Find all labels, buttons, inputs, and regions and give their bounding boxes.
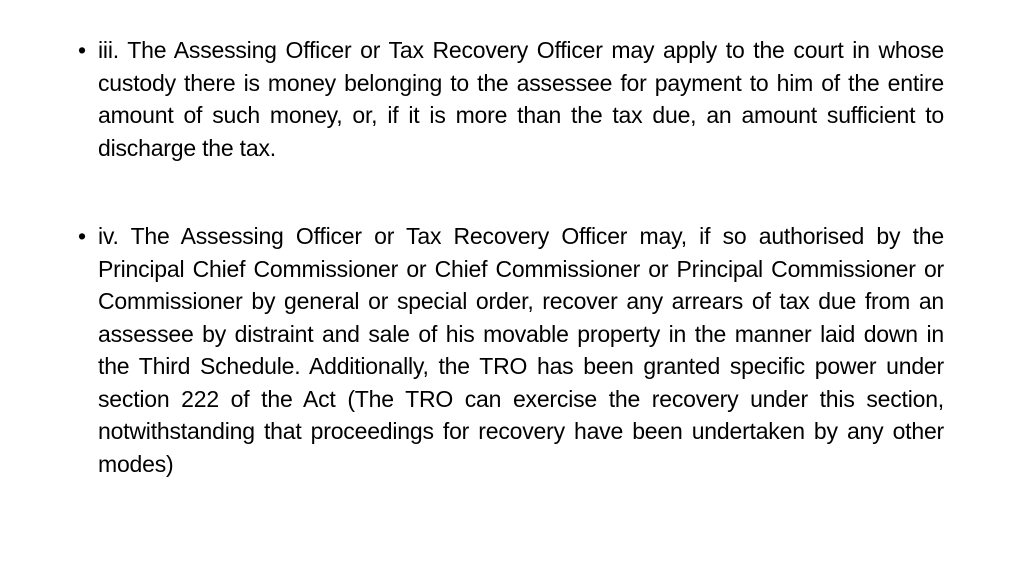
bullet-text-iv: iv. The Assessing Officer or Tax Recovery Officer may, if so authorised by the Principal Chief Commissioner or Chief Commissioner or Principal Commissioner or Commissioner by general or special order, recover any arrears of tax due from an assessee by distraint and sale of his movable property in the manner laid down in the Third Schedule. Additionally, the TRO has been granted specific power under section 222 of the Act (The TRO can exercise the recovery under this section, notwithstanding that proceedings for recovery have been undertaken by any other modes)	[98, 223, 944, 477]
bullet-item-iii	[76, 34, 944, 164]
bullet-point-icon: •	[78, 223, 87, 249]
bullet-text-iii: iii. The Assessing Officer or Tax Recovery Officer may apply to the court in whose custody there is money belonging to the assessee for payment to him of the entire amount of such money, or, if it is more than the tax due, an amount sufficient to discharge the tax.	[98, 37, 944, 161]
bullet-point-icon: •	[78, 37, 87, 63]
bullet-list	[76, 34, 944, 480]
bullet-item-iv	[76, 220, 944, 480]
